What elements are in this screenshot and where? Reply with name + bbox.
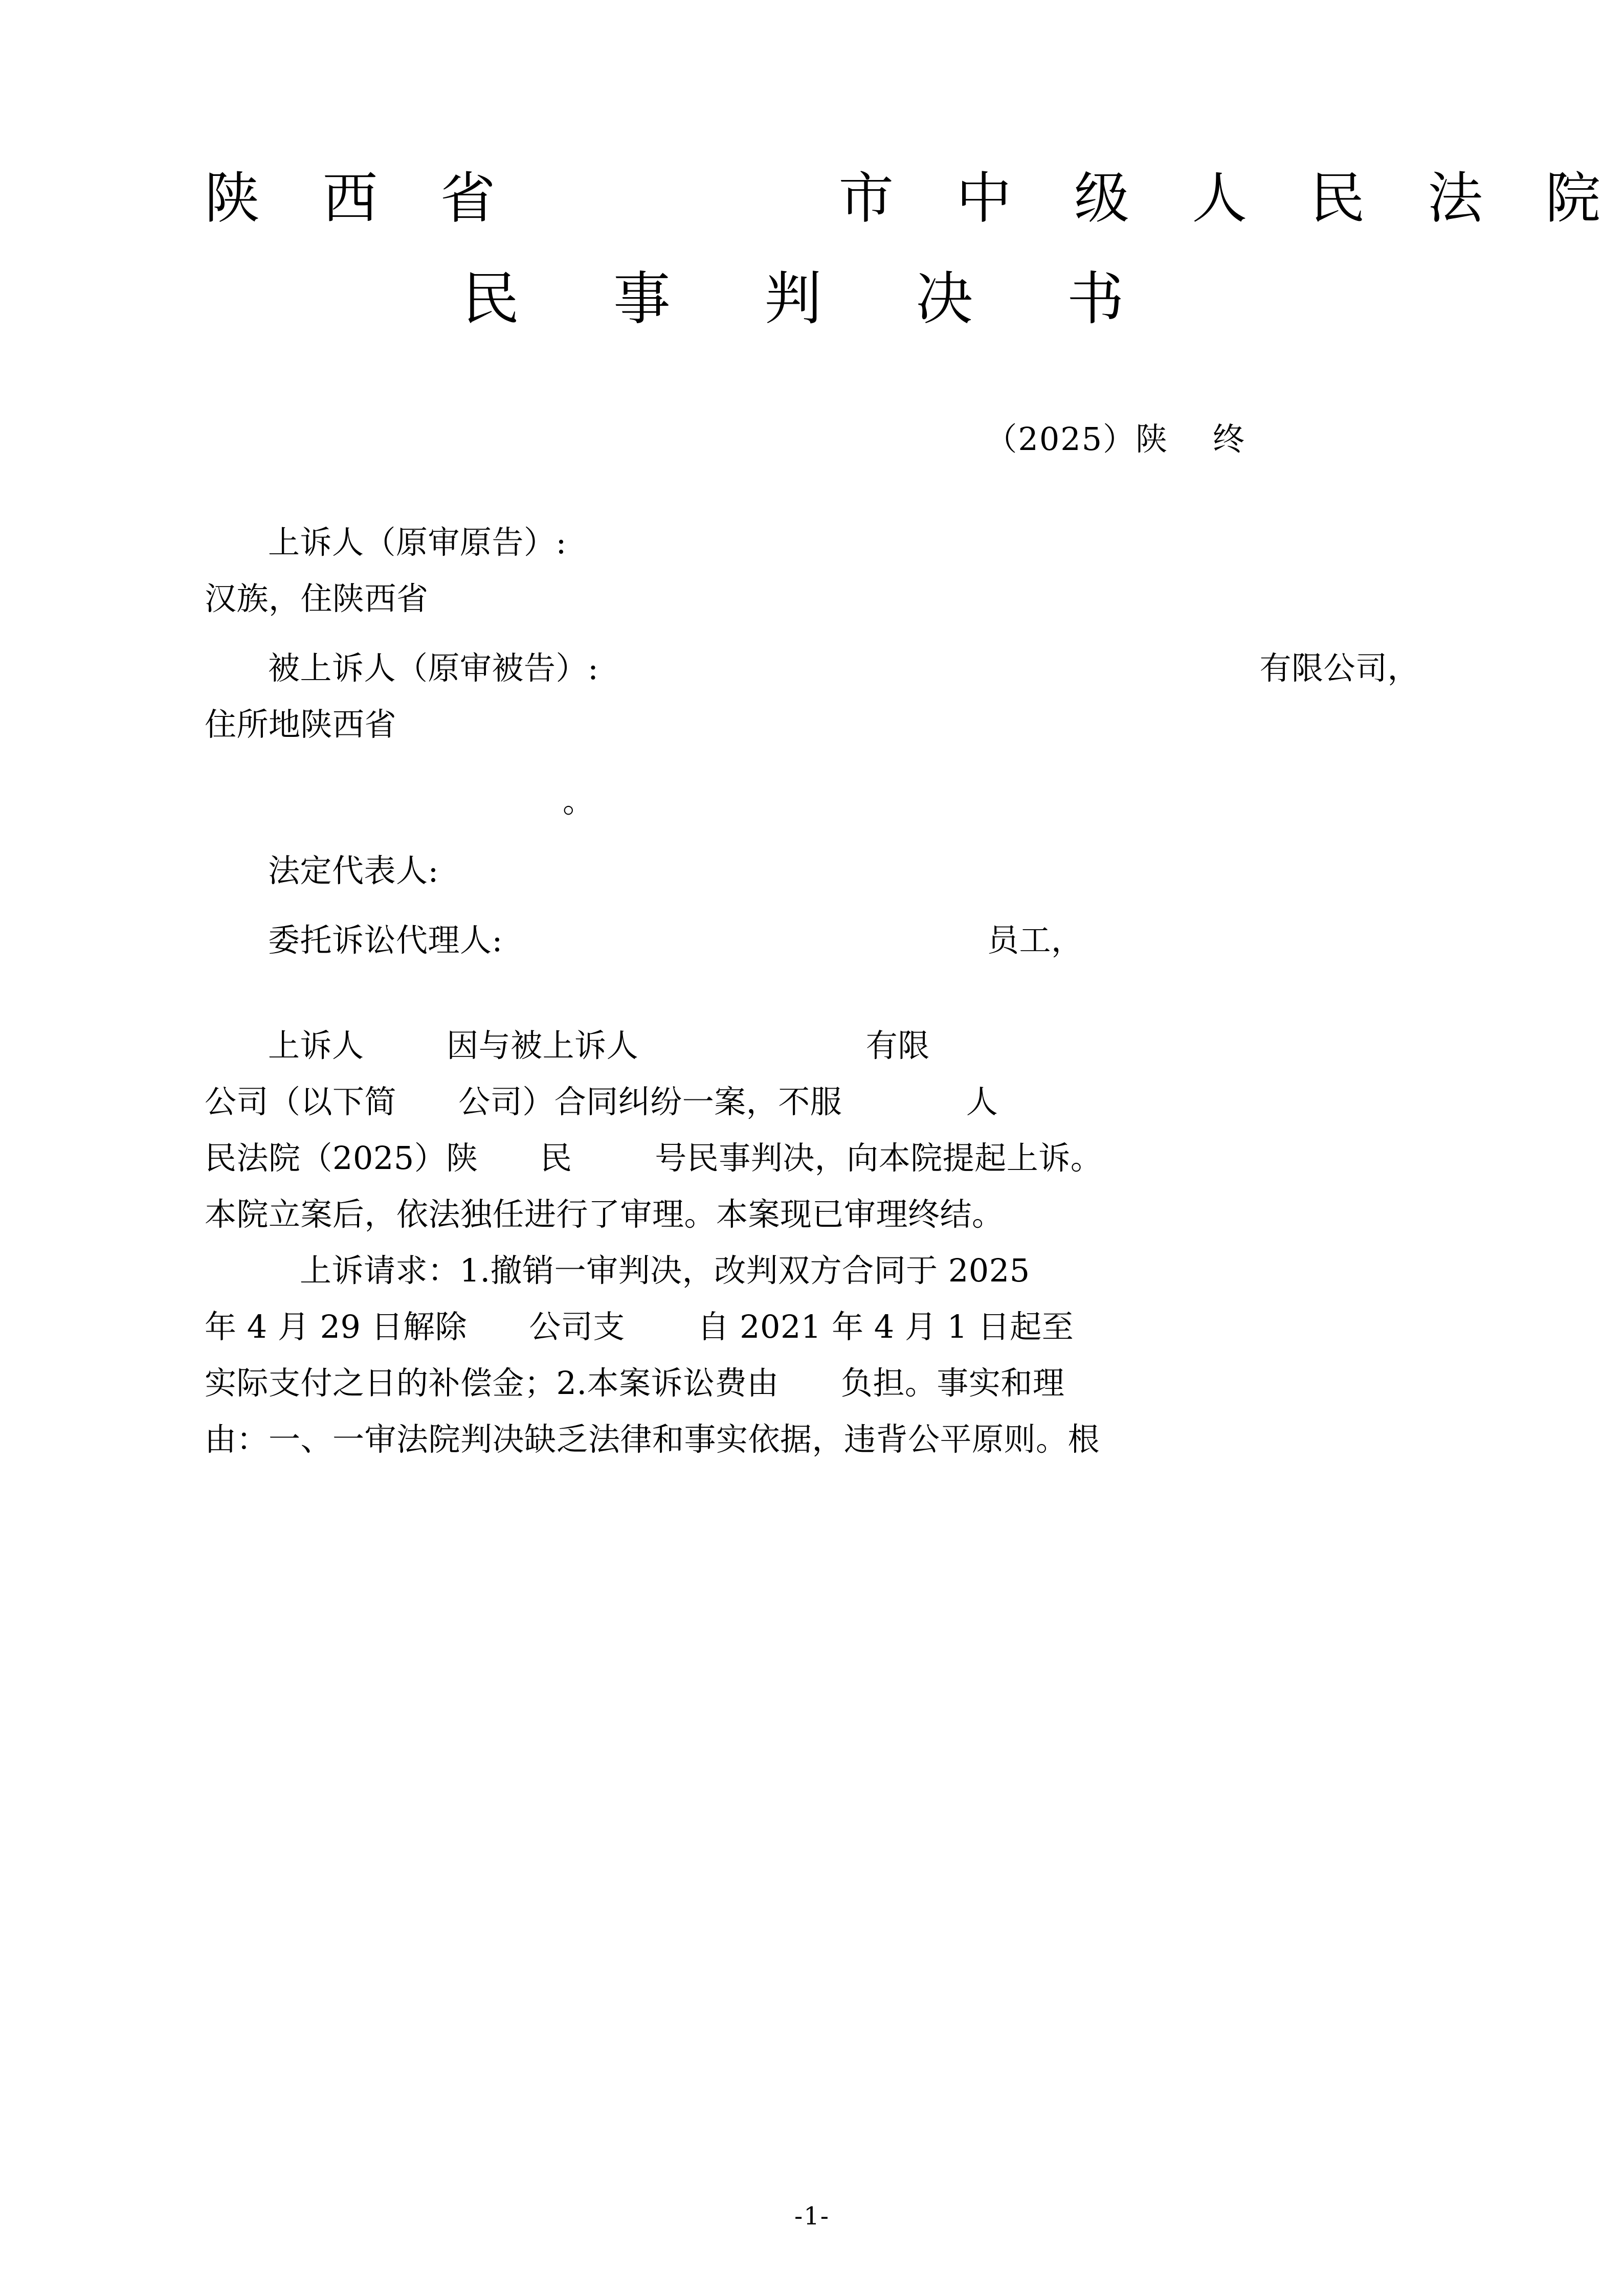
appellee-address: 住所地陕西省	[205, 706, 397, 744]
appellee-company-suffix: 有限公司，	[1259, 649, 1419, 687]
body-paragraph-1-line-2: 公司（以下简 公司）合同纠纷一案，不服 人	[205, 1083, 998, 1121]
litigation-agent-suffix: 员工，	[987, 921, 1083, 959]
body-paragraph-2-line-3: 实际支付之日的补偿金；2.本案诉讼费由 负担。事实和理	[205, 1364, 1065, 1402]
address-dot: 。	[563, 782, 595, 820]
legal-representative-label: 法定代表人:	[268, 852, 439, 890]
case-number: （2025）陕 终	[985, 420, 1245, 458]
body-paragraph-2-line-4: 由：一、一审法院判决缺乏法律和事实依据，违背公平原则。根	[205, 1421, 1100, 1458]
body-paragraph-1-line-3: 民法院（2025）陕 民 号民事判决，向本院提起上诉。	[205, 1139, 1103, 1177]
body-paragraph-1-line-4: 本院立案后，依法独任进行了审理。本案现已审理终结。	[205, 1196, 1004, 1233]
court-title: 陕 西 省 市 中 级 人 民 法 院	[205, 167, 1623, 231]
body-paragraph-1-line-1: 上诉人 因与被上诉人 有限	[268, 1027, 930, 1065]
body-paragraph-2-line-1: 上诉请求：1.撤销一审判决，改判双方合同于 2025	[300, 1252, 1030, 1290]
page-number: -1-	[794, 2202, 830, 2231]
document-body	[205, 514, 1419, 1468]
litigation-agent-label: 委托诉讼代理人:	[268, 921, 503, 959]
document-type-title: 民 事 判 决 书	[462, 265, 1162, 332]
body-paragraph-2-line-2: 年 4 月 29 日解除 公司支 自 2021 年 4 月 1 日起至	[205, 1308, 1074, 1346]
appellant-label: 上诉人（原审原告）:	[268, 524, 567, 561]
appellant-detail: 汉族，住陕西省	[205, 580, 429, 618]
appellee-label-line: 被上诉人（原审被告）:	[268, 649, 599, 687]
